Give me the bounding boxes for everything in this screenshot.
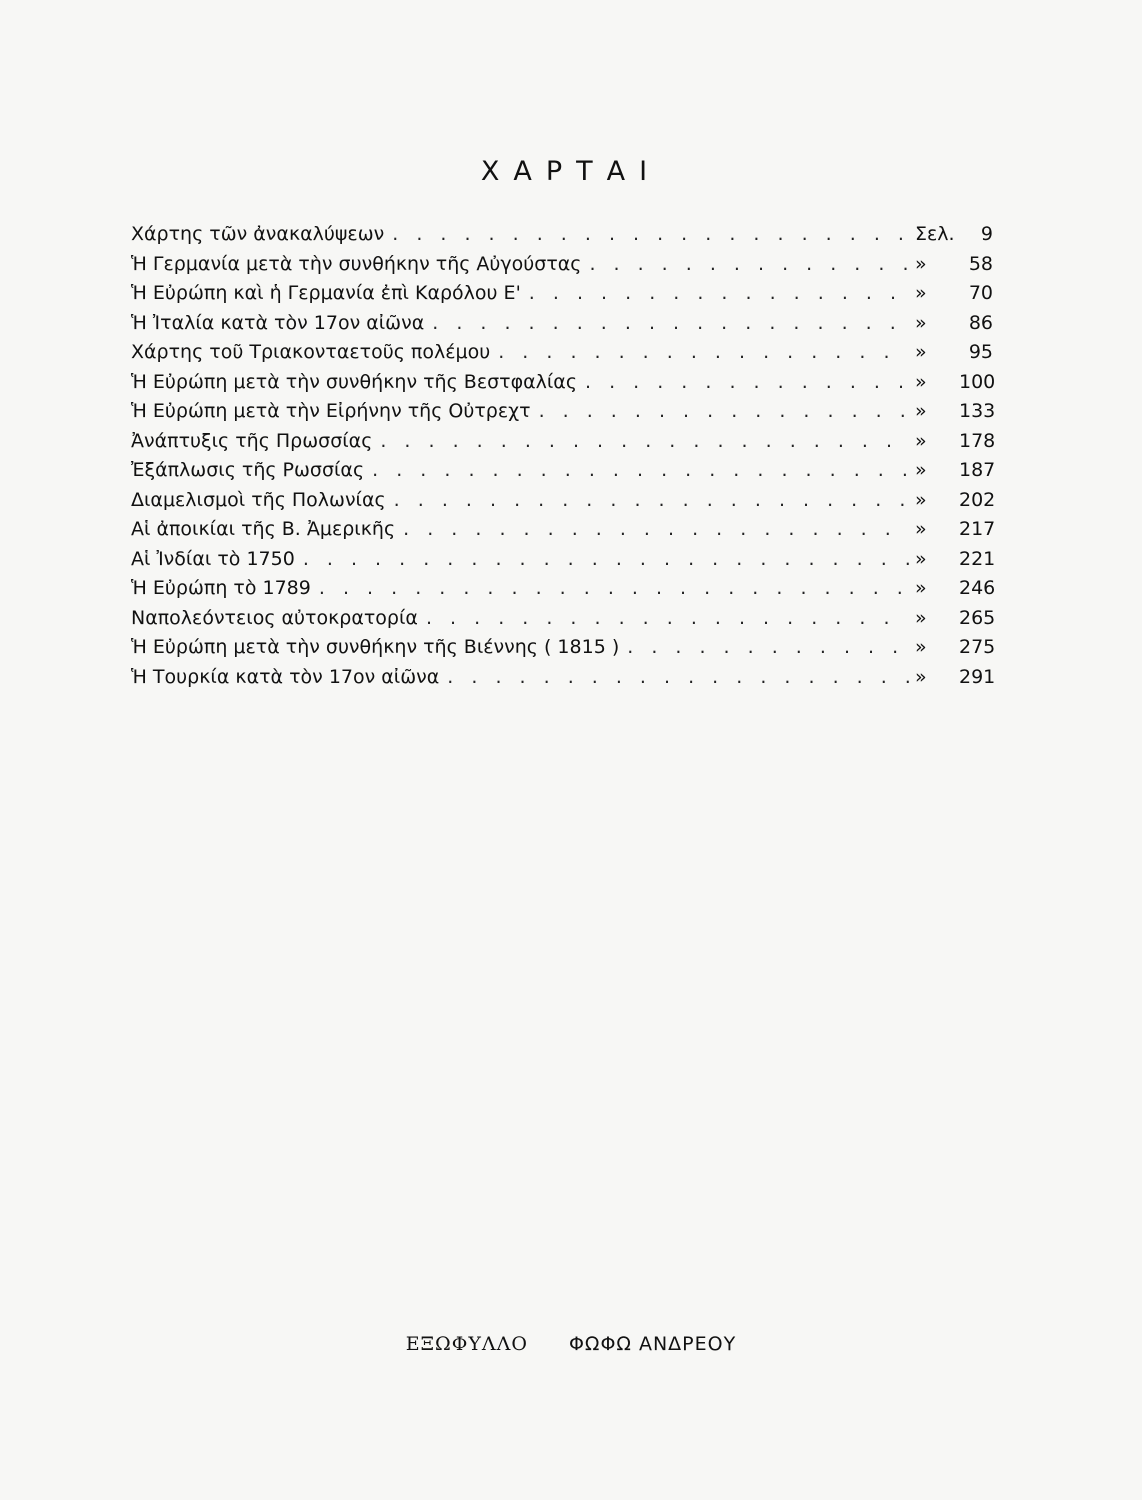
page-marker: » [915, 341, 927, 363]
cover-credit [0, 1333, 1142, 1355]
index-entry [131, 338, 993, 368]
entry-label: Ναπολεόντειος αὐτοκρατορία [131, 606, 418, 629]
index-entry [131, 427, 996, 457]
page-marker: » [915, 518, 927, 540]
entry-label: Χάρτης τῶν ἀνακαλύψεων [131, 223, 385, 245]
page-number: 187 [959, 459, 996, 481]
page-number: 275 [959, 636, 996, 658]
index-entry [131, 486, 996, 516]
page-marker: » [915, 547, 927, 570]
page-marker: » [915, 252, 927, 275]
index-entry [131, 633, 996, 663]
entry-label: Ἡ Εὐρώπη μετὰ τὴν Εἰρήνην τῆς Οὐτρεχτ [131, 400, 531, 422]
entry-label: Ἀνάπτυξις τῆς Πρωσσίας [131, 429, 373, 452]
page-marker: » [915, 400, 927, 422]
dot-leader [585, 368, 909, 398]
page-marker: Σελ. [915, 223, 955, 245]
page-number: 95 [968, 341, 993, 363]
page-number: 86 [968, 311, 993, 334]
entry-label: Ἡ Γερμανία μετὰ τὴν συνθήκην τῆς Αὐγούστας [131, 252, 582, 275]
index-entry [131, 456, 996, 486]
dot-leader [394, 486, 909, 516]
map-index [131, 220, 996, 692]
index-entry [131, 220, 993, 250]
dot-leader [380, 427, 909, 457]
page-marker: » [915, 459, 927, 481]
index-entry [131, 663, 996, 693]
page-number: 291 [959, 665, 996, 688]
page-number: 265 [959, 606, 996, 629]
entry-label: Ἡ Εὐρώπη τὸ 1789 [131, 577, 311, 599]
page-marker: » [915, 606, 927, 629]
page-marker: » [915, 636, 927, 658]
dot-leader [498, 338, 909, 368]
page-number: 100 [959, 370, 996, 393]
index-entry [131, 368, 996, 398]
page-number: 133 [959, 400, 996, 422]
index-entry [131, 309, 993, 339]
index-entry [131, 397, 996, 427]
cover-artist: ΦΩΦΩ ΑΝΔΡΕΟΥ [568, 1333, 737, 1355]
index-entry [131, 279, 993, 309]
dot-leader [303, 545, 909, 575]
page-marker: » [915, 429, 927, 452]
page-number: 221 [959, 547, 996, 570]
page-marker: » [915, 370, 927, 393]
page-number: 9 [980, 223, 993, 245]
page-marker: » [915, 665, 927, 688]
dot-leader [432, 309, 909, 339]
page-number: 178 [959, 429, 996, 452]
page-number: 217 [959, 518, 996, 540]
page-number: 202 [959, 488, 996, 511]
dot-leader [447, 663, 909, 693]
dot-leader [426, 604, 909, 634]
entry-label: Ἡ Εὐρώπη μετὰ τὴν συνθήκην τῆς Βιέννης ( 1815 ) [131, 636, 620, 658]
entry-label: Ἡ Τουρκία κατὰ τὸν 17ον αἰῶνα [131, 665, 440, 688]
dot-leader [319, 574, 909, 604]
entry-label: Ἐξάπλωσις τῆς Ρωσσίας [131, 459, 365, 481]
page-marker: » [915, 577, 927, 599]
page-marker: » [915, 311, 927, 334]
entry-label: Ἡ Εὐρώπη μετὰ τὴν συνθήκην τῆς Βεστφαλίας [131, 370, 577, 393]
dot-leader [403, 515, 909, 545]
page-marker: » [915, 488, 927, 511]
page-title: ΧΑΡΤΑΙ [480, 156, 662, 188]
entry-label: Ἡ Ἰταλία κατὰ τὸν 17ον αἰῶνα [131, 311, 425, 334]
dot-leader [589, 250, 909, 280]
page-marker: » [915, 282, 927, 304]
entry-label: Αἱ Ἰνδίαι τὸ 1750 [131, 547, 295, 570]
page-number: 70 [968, 282, 993, 304]
index-entry [131, 515, 996, 545]
dot-leader [529, 279, 909, 309]
entry-label: Αἱ ἀποικίαι τῆς Β. Ἀμερικῆς [131, 518, 396, 540]
entry-label: Διαμελισμοὶ τῆς Πολωνίας [131, 488, 386, 511]
index-entry [131, 574, 996, 604]
index-entry [131, 604, 996, 634]
entry-label: Χάρτης τοῦ Τριακονταετοῦς πολέμου [131, 341, 491, 363]
dot-leader [392, 220, 909, 250]
dot-leader [627, 633, 909, 663]
dot-leader [372, 456, 909, 486]
index-entry [131, 250, 993, 280]
page-number: 246 [959, 577, 996, 599]
dot-leader [539, 397, 909, 427]
page-number: 58 [968, 252, 993, 275]
cover-label: ΕΞΩΦΥΛΛΟ [405, 1333, 528, 1355]
entry-label: Ἡ Εὐρώπη καὶ ἡ Γερμανία ἐπὶ Καρόλου Ε' [131, 282, 521, 304]
index-entry [131, 545, 996, 575]
